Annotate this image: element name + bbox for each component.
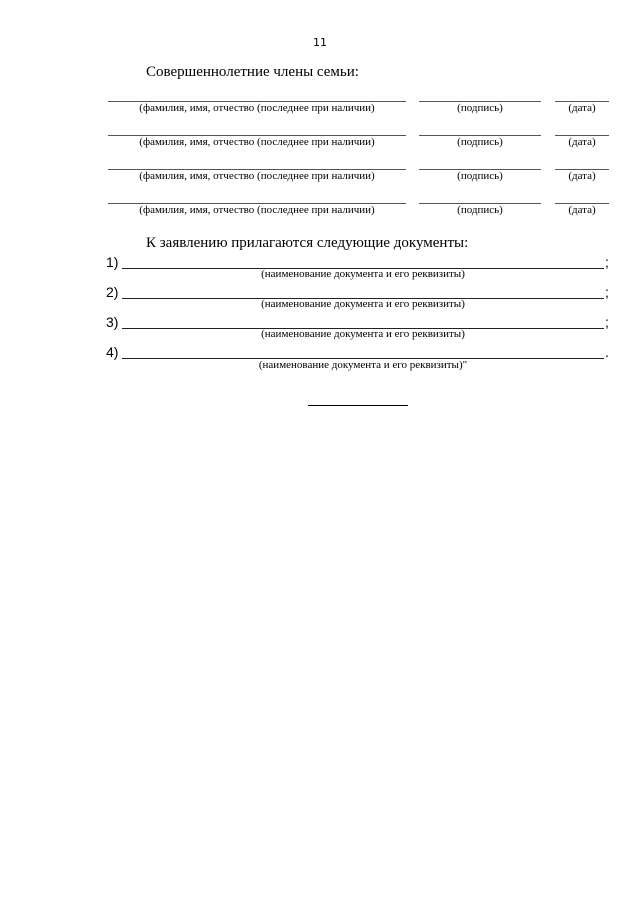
document-number: 2) <box>106 284 119 300</box>
signature-caption: (подпись) <box>457 102 503 114</box>
date-caption: (дата) <box>568 136 596 148</box>
date-caption: (дата) <box>568 204 596 216</box>
document-caption: (наименование документа и его реквизиты) <box>261 328 465 340</box>
date-caption: (дата) <box>568 170 596 182</box>
footnote-separator <box>308 405 408 406</box>
document-caption: (наименование документа и его реквизиты) <box>261 298 465 310</box>
document-number: 1) <box>106 254 119 270</box>
signature-caption: (подпись) <box>457 204 503 216</box>
document-end-punctuation: . <box>605 344 609 360</box>
document-number: 4) <box>106 344 119 360</box>
document-caption: (наименование документа и его реквизиты) <box>261 268 465 280</box>
name-caption: (фамилия, имя, отчество (последнее при наличии) <box>139 204 375 216</box>
document-end-punctuation: ; <box>605 284 609 300</box>
name-caption: (фамилия, имя, отчество (последнее при наличии) <box>139 170 375 182</box>
document-end-punctuation: ; <box>605 314 609 330</box>
page-number: 11 <box>313 36 327 49</box>
name-caption: (фамилия, имя, отчество (последнее при наличии) <box>139 102 375 114</box>
document-end-punctuation: ; <box>605 254 609 270</box>
document-number: 3) <box>106 314 119 330</box>
signature-caption: (подпись) <box>457 136 503 148</box>
date-caption: (дата) <box>568 102 596 114</box>
document-caption: (наименование документа и его реквизиты)" <box>258 359 468 371</box>
adult-members-heading: Совершеннолетние члены семьи: <box>146 64 359 80</box>
name-caption: (фамилия, имя, отчество (последнее при наличии) <box>139 136 375 148</box>
attachments-heading: К заявлению прилагаются следующие документы: <box>146 235 469 251</box>
signature-caption: (подпись) <box>457 170 503 182</box>
